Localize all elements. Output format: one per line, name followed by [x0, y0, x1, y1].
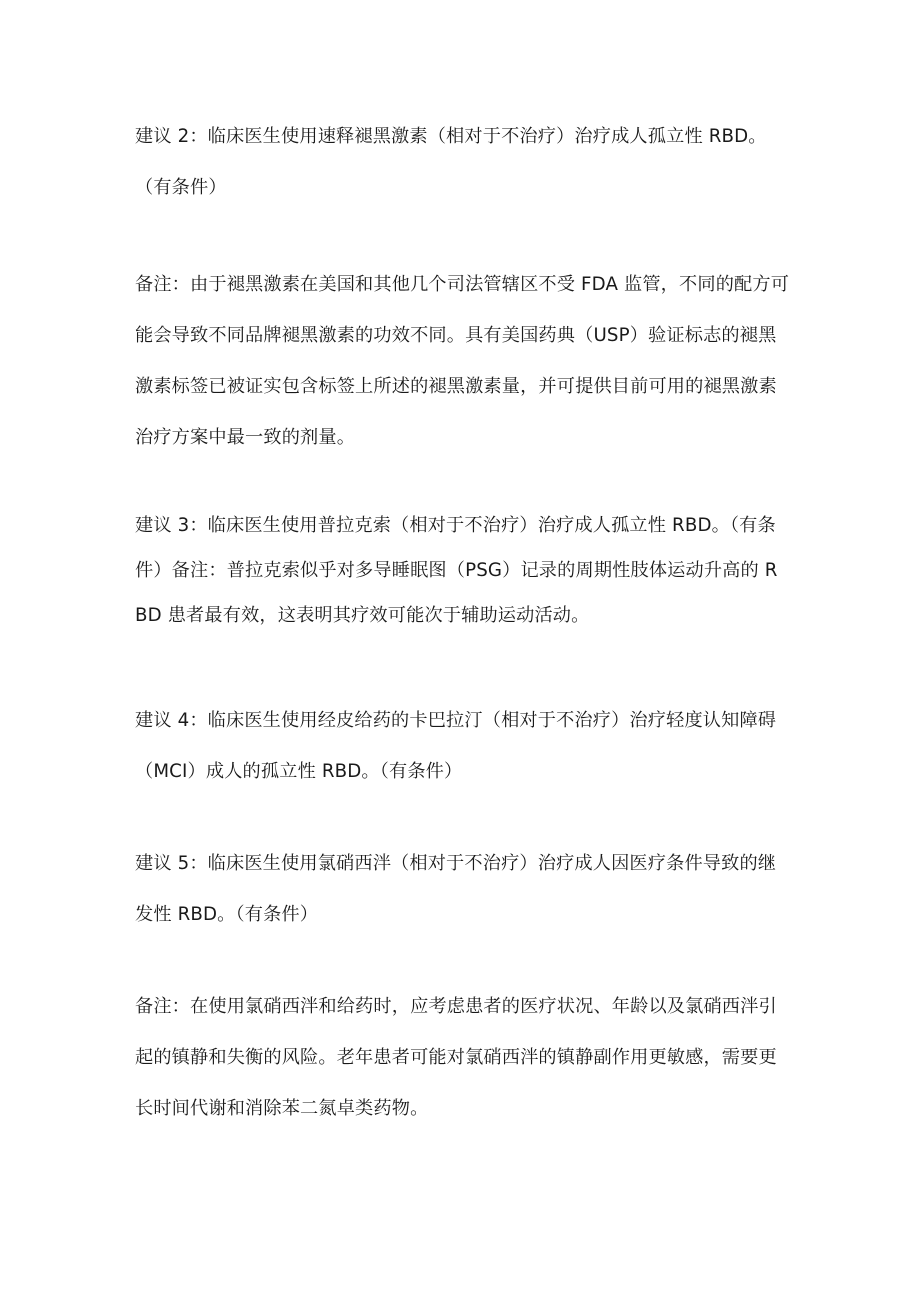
note-clonazepam: 备注：在使用氯硝西泮和给药时，应考虑患者的医疗状况、年龄以及氯硝西泮引起的镇静和失衡的风险。老年患者可能对氯硝西泮的镇静副作用更敏感，需要更长时间代谢和消除苯二氮卓类药物。 [135, 996, 777, 1119]
recommendation-2: 建议 2：临床医生使用速释褪黑激素（相对于不治疗）治疗成人孤立性 RBD。（有条件） [135, 126, 767, 198]
recommendation-4: 建议 4：临床医生使用经皮给药的卡巴拉汀（相对于不治疗）治疗轻度认知障碍（MCI）成人的孤立性 RBD。（有条件） [135, 710, 777, 782]
note-melatonin: 备注：由于褪黑激素在美国和其他几个司法管辖区不受 FDA 监管，不同的配方可能会导致不同品牌褪黑激素的功效不同。具有美国药典（USP）验证标志的褪黑激素标签已被证实包含标签上所述的褪黑激素量，并可提供目前可用的褪黑激素治疗方案中最一致的剂量。 [135, 274, 790, 448]
recommendation-5: 建议 5：临床医生使用氯硝西泮（相对于不治疗）治疗成人因医疗条件导致的继发性 RBD。（有条件） [135, 853, 777, 925]
recommendation-3-with-note: 建议 3：临床医生使用普拉克索（相对于不治疗）治疗成人孤立性 RBD。（有条件）备注：普拉克索似乎对多导睡眠图（PSG）记录的周期性肢体运动升高的 RBD 患者最有效，这表明其疗效可能次于辅助运动活动。 [135, 515, 778, 626]
